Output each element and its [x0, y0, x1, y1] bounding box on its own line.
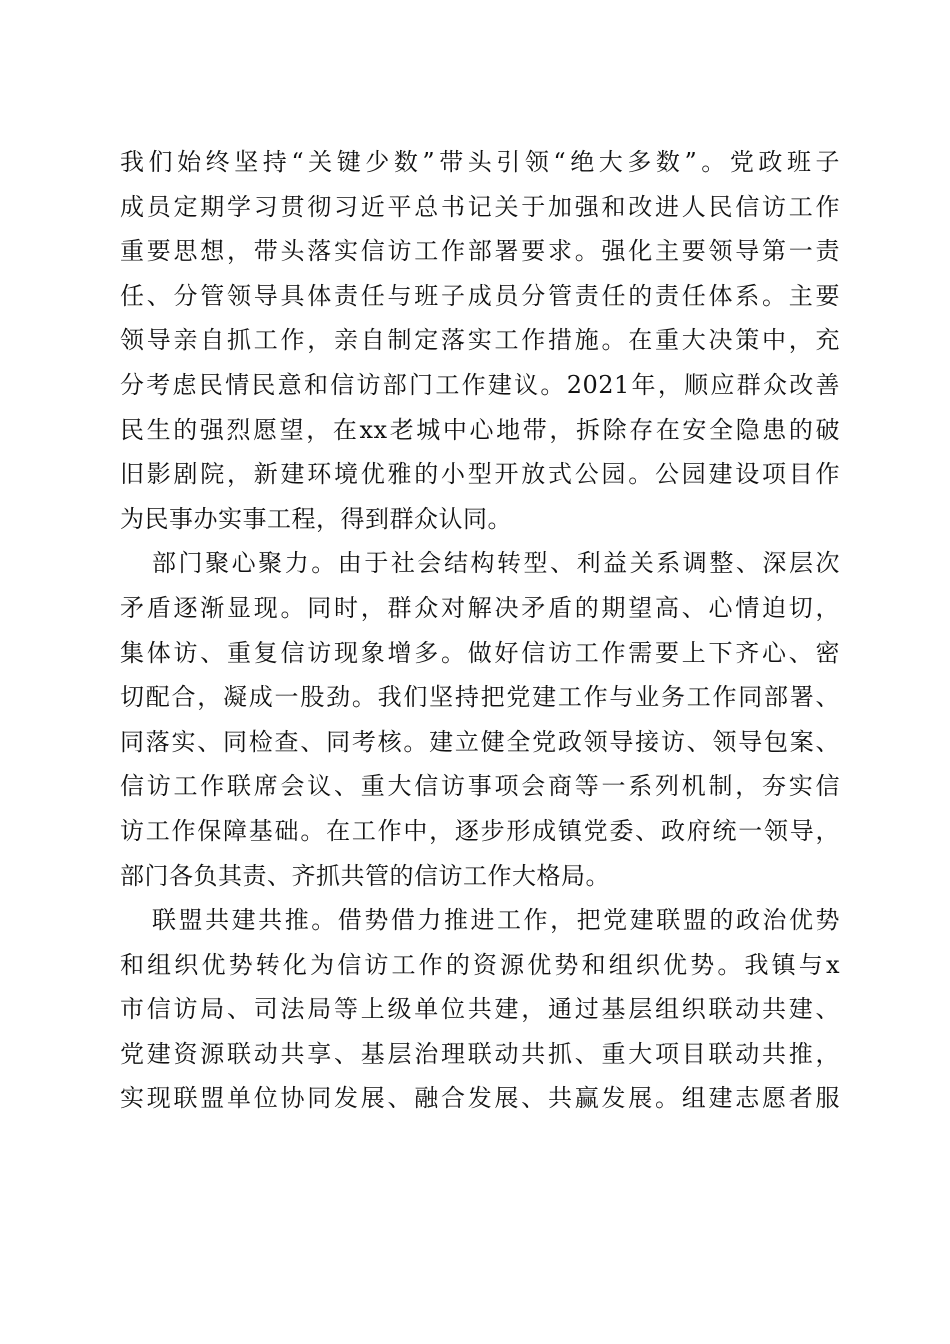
text-line: 我们始终坚持“关键少数”带头引领“绝大多数”。党政班子	[120, 148, 840, 176]
text-line: 访工作保障基础。在工作中，逐步形成镇党委、政府统一领导，	[120, 816, 840, 845]
body-text	[120, 140, 840, 1121]
text-line: 领导亲自抓工作，亲自制定落实工作措施。在重大决策中，充	[120, 326, 840, 355]
text-line: 信访工作联席会议、重大信访事项会商等一系列机制，夯实信	[120, 772, 840, 801]
text-line: 市信访局、司法局等上级单位共建，通过基层组织联动共建、	[120, 995, 840, 1024]
text-line: 重要思想，带头落实信访工作部署要求。强化主要领导第一责	[120, 237, 840, 266]
text-line: 切配合，凝成一股劲。我们坚持把党建工作与业务工作同部署、	[120, 683, 840, 712]
text-line: 部门各负其责、齐抓共管的信访工作大格局。	[120, 861, 610, 890]
text-line: 实现联盟单位协同发展、融合发展、共赢发展。组建志愿者服	[120, 1084, 840, 1113]
text-line: 和组织优势转化为信访工作的资源优势和组织优势。我镇与x	[120, 950, 840, 979]
text-line: 成员定期学习贯彻习近平总书记关于加强和改进人民信访工作	[120, 192, 840, 221]
text-line: 民生的强烈愿望，在xx老城中心地带，拆除存在安全隐患的破	[120, 415, 840, 444]
text-line: 为民事办实事工程，得到群众认同。	[120, 504, 512, 533]
text-line: 旧影剧院，新建环境优雅的小型开放式公园。公园建设项目作	[120, 460, 840, 489]
text-line: 党建资源联动共享、基层治理联动共抓、重大项目联动共推，	[120, 1039, 840, 1068]
paragraph-heading-line: 联盟共建共推。借势借力推进工作，把党建联盟的政治优势	[152, 906, 840, 935]
text-line: 分考虑民情民意和信访部门工作建议。2021年，顺应群众改善	[120, 370, 840, 399]
paragraph-heading-line: 部门聚心聚力。由于社会结构转型、利益关系调整、深层次	[152, 549, 840, 578]
text-line: 同落实、同检查、同考核。建立健全党政领导接访、领导包案、	[120, 727, 840, 756]
text-line: 任、分管领导具体责任与班子成员分管责任的责任体系。主要	[120, 281, 840, 310]
text-line: 集体访、重复信访现象增多。做好信访工作需要上下齐心、密	[120, 638, 840, 667]
text-line: 矛盾逐渐显现。同时，群众对解决矛盾的期望高、心情迫切，	[120, 593, 840, 622]
